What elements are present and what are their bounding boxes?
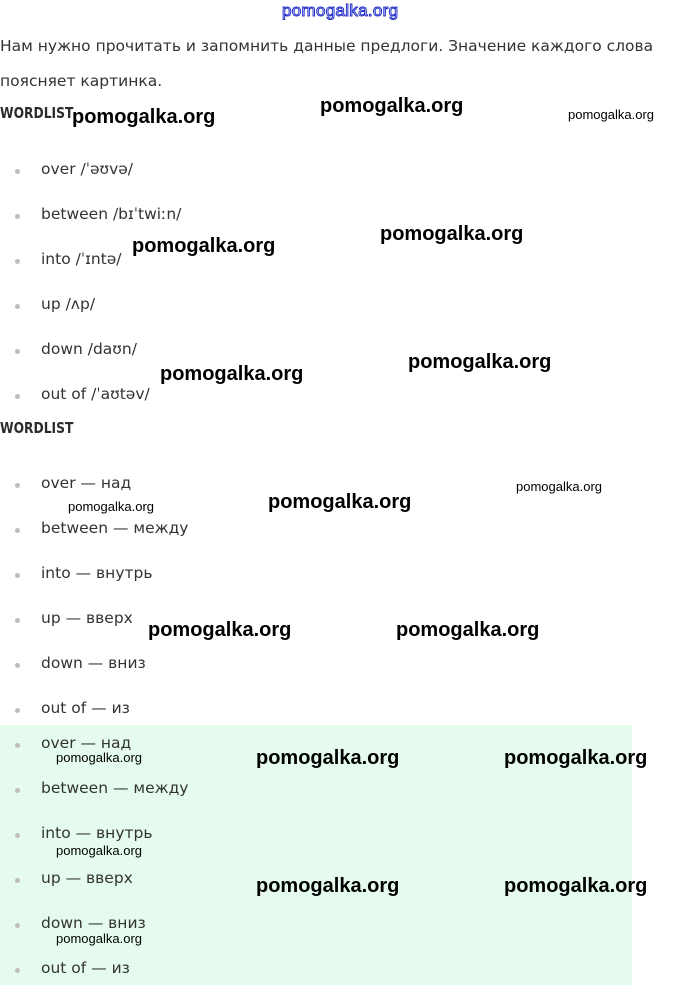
list-item: down /daʊn/ [0, 338, 181, 383]
list-item: over — над [0, 472, 188, 517]
watermark: pomogalka.org [56, 750, 142, 765]
intro-line-1: Нам нужно прочитать и запомнить данные предлоги. Значение каждого слова [0, 37, 654, 55]
list-item: between /bɪˈtwiːn/ [0, 203, 181, 248]
bullet-icon [15, 663, 20, 668]
answer-list [0, 732, 188, 1002]
list-item: into — внутрь [0, 562, 188, 607]
bullet-icon [15, 394, 20, 399]
bullet-icon [15, 923, 20, 928]
bullet-icon [15, 743, 20, 748]
list-item: into /ˈɪntə/ [0, 248, 181, 293]
watermark: pomogalka.org [568, 107, 654, 122]
watermark: pomogalka.org [320, 95, 464, 117]
watermark: pomogalka.org [408, 351, 552, 373]
list-item: over /ˈəʊvə/ [0, 158, 181, 203]
list-item: down — вниз [0, 652, 188, 697]
watermark: pomogalka.org [268, 491, 412, 513]
bullet-icon [15, 833, 20, 838]
list-item: between — между [0, 777, 188, 822]
watermark: pomogalka.org [256, 875, 400, 897]
bullet-icon [15, 304, 20, 309]
watermark: pomogalka.org [68, 499, 154, 514]
intro-line-2: поясняет картинка. [0, 72, 163, 90]
watermark: pomogalka.org [56, 931, 142, 946]
wordlist-heading-1: WORDLIST [0, 104, 74, 122]
list-item: up — вверх [0, 607, 188, 652]
bullet-icon [15, 483, 20, 488]
bullet-icon [15, 214, 20, 219]
list-item: out of — из [0, 697, 188, 742]
watermark: pomogalka.org [380, 223, 524, 245]
bullet-icon [15, 573, 20, 578]
watermark: pomogalka.org [396, 619, 540, 641]
list-item: up — вверх [0, 867, 188, 912]
list-item: out of /ˈaʊtəv/ [0, 383, 181, 428]
bullet-icon [15, 169, 20, 174]
list-item: down — вниз [0, 912, 188, 957]
watermark: pomogalka.org [56, 843, 142, 858]
watermark: pomogalka.org [72, 106, 216, 128]
list-item: out of — из [0, 957, 188, 1002]
list-item: between — между [0, 517, 188, 562]
list-item: over — над [0, 732, 188, 777]
bullet-icon [15, 708, 20, 713]
site-logo[interactable]: pomogalka.org [282, 1, 399, 20]
watermark: pomogalka.org [516, 479, 602, 494]
watermark: pomogalka.org [504, 747, 648, 769]
wordlist-transcriptions [0, 158, 181, 428]
bullet-icon [15, 618, 20, 623]
bullet-icon [15, 259, 20, 264]
list-item: into — внутрь [0, 822, 188, 867]
intro-text [0, 29, 680, 99]
bullet-icon [15, 788, 20, 793]
bullet-icon [15, 878, 20, 883]
watermark: pomogalka.org [256, 747, 400, 769]
watermark: pomogalka.org [504, 875, 648, 897]
wordlist-heading-2: WORDLIST [0, 419, 74, 437]
watermark: pomogalka.org [148, 619, 292, 641]
watermark: pomogalka.org [160, 363, 304, 385]
list-item: up /ʌp/ [0, 293, 181, 338]
bullet-icon [15, 349, 20, 354]
bullet-icon [15, 528, 20, 533]
watermark: pomogalka.org [132, 235, 276, 257]
bullet-icon [15, 968, 20, 973]
